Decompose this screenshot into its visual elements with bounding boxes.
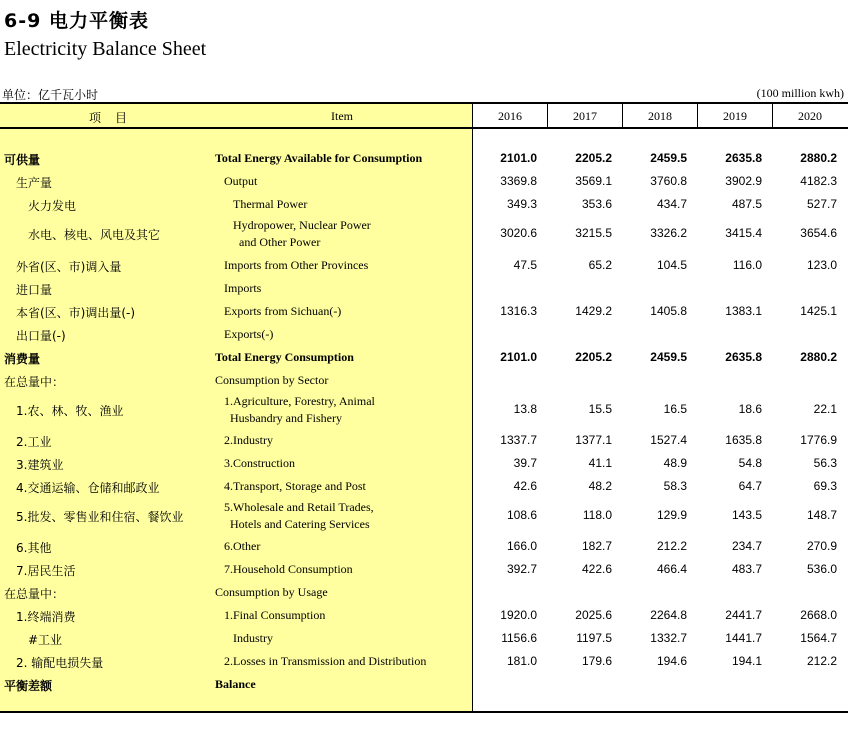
cell-value: 123.0 (806, 258, 837, 272)
cell-value: 483.7 (731, 562, 762, 576)
cell-value: 15.5 (588, 402, 612, 416)
cell-value: 212.2 (806, 654, 837, 668)
cell-value: 13.8 (513, 402, 537, 416)
row-label-en (224, 393, 375, 427)
row-label-en-line: Exports(-) (224, 327, 274, 341)
cell-value: 487.5 (731, 197, 762, 211)
row-label-cn: 出口量(-) (16, 329, 66, 343)
row-label-en-line: Imports (224, 281, 262, 295)
row-label-cn: 水电、核电、风电及其它 (28, 228, 161, 242)
cell-value: 179.6 (581, 654, 612, 668)
cell-value: 39.7 (513, 456, 537, 470)
row-label-en (215, 349, 354, 366)
row-label-en (215, 150, 422, 167)
row-label-cn: 生产量 (16, 176, 53, 190)
unit-label-en: (100 million kwh) (756, 86, 844, 100)
row-label-cn: 1.终端消费 (16, 610, 76, 624)
row-label-cn: 2. 输配电损失量 (16, 656, 104, 670)
header-item-en: Item (331, 109, 353, 123)
cell-value: 234.7 (731, 539, 762, 553)
cell-value: 2459.5 (650, 151, 687, 165)
row-label-en-line: 1.Final Consumption (224, 608, 326, 622)
cell-value: 353.6 (581, 197, 612, 211)
cell-value: 1156.6 (501, 631, 537, 645)
cell-value: 3902.9 (725, 174, 762, 188)
page-title-cn: 6-9 电力平衡表 (4, 10, 149, 32)
row-label-cn: 7.居民生活 (16, 564, 76, 578)
cell-value: 48.2 (588, 479, 612, 493)
row-label-cn: 火力发电 (28, 199, 77, 213)
table-header-rule (0, 127, 848, 129)
row-label-en-line: Imports from Other Provinces (224, 258, 369, 272)
cell-value: 1337.7 (500, 433, 537, 447)
row-label-en (224, 173, 257, 190)
cell-value: 1527.4 (650, 433, 687, 447)
unit-label-cn: 单位：亿千瓦小时 (2, 88, 99, 102)
cell-value: 143.5 (731, 508, 762, 522)
cell-value: 65.2 (588, 258, 612, 272)
row-label-cn: 5.批发、零售业和住宿、餐饮业 (16, 510, 184, 524)
cell-value: 2205.2 (575, 151, 612, 165)
cell-value: 129.9 (656, 508, 687, 522)
row-label-en-line: Consumption by Usage (215, 585, 328, 599)
cell-value: 181.0 (506, 654, 537, 668)
cell-value: 1429.2 (575, 304, 612, 318)
row-label-en-line: 4.Transport, Storage and Post (224, 479, 366, 493)
row-label-en (233, 630, 273, 647)
row-label-en-line: 5.Wholesale and Retail Trades, (224, 500, 374, 514)
row-label-en-line: 6.Other (224, 539, 261, 553)
row-label-cn: 外省(区、市)调入量 (16, 260, 122, 274)
cell-value: 2205.2 (575, 350, 612, 364)
cell-value: 48.9 (663, 456, 687, 470)
row-label-cn: 可供量 (4, 153, 41, 167)
cell-value: 194.6 (656, 654, 687, 668)
row-label-en-line: 7.Household Consumption (224, 562, 353, 576)
cell-value: 194.1 (731, 654, 762, 668)
row-label-en (224, 538, 260, 555)
header-year: 2020 (798, 109, 822, 123)
header-year: 2016 (498, 109, 522, 123)
cell-value: 2635.8 (725, 151, 762, 165)
row-label-en (224, 607, 325, 624)
cell-value: 104.5 (656, 258, 687, 272)
cell-value: 1377.1 (575, 433, 612, 447)
row-label-en (224, 257, 368, 274)
row-label-en-line: Exports from Sichuan(-) (224, 304, 342, 318)
row-label-en-line: Total Energy Consumption (215, 350, 354, 364)
row-label-cn: 在总量中： (4, 375, 65, 389)
cell-value: 41.1 (588, 456, 612, 470)
cell-value: 116.0 (732, 258, 762, 272)
cell-value: 3369.8 (500, 174, 537, 188)
row-label-en (224, 432, 273, 449)
row-label-en-line: 3.Construction (224, 456, 295, 470)
cell-value: 118.0 (582, 508, 612, 522)
row-label-en (224, 561, 353, 578)
cell-value: 349.3 (506, 197, 537, 211)
row-label-en-line: and Other Power (239, 235, 321, 249)
cell-value: 58.3 (663, 479, 687, 493)
cell-value: 2635.8 (725, 350, 762, 364)
row-label-en-line: Balance (215, 677, 256, 691)
cell-value: 3415.4 (725, 226, 762, 240)
cell-value: 182.7 (581, 539, 612, 553)
row-label-cn: 在总量中： (4, 587, 65, 601)
cell-value: 18.6 (738, 402, 762, 416)
row-label-en-line: Hotels and Catering Services (230, 517, 370, 531)
cell-value: 422.6 (581, 562, 612, 576)
cell-value: 3569.1 (575, 174, 612, 188)
row-label-en (224, 478, 366, 495)
cell-value: 536.0 (806, 562, 837, 576)
table-top-rule (0, 102, 848, 104)
cell-value: 270.9 (806, 539, 837, 553)
row-label-cn: 3.建筑业 (16, 458, 64, 472)
cell-value: 54.8 (738, 456, 762, 470)
row-label-cn: 进口量 (16, 283, 53, 297)
row-label-cn: 4.交通运输、仓储和邮政业 (16, 481, 160, 495)
cell-value: 434.7 (656, 197, 687, 211)
cell-value: 2880.2 (800, 151, 837, 165)
cell-value: 148.7 (806, 508, 837, 522)
cell-value: 108.6 (506, 508, 537, 522)
cell-value: 2101.0 (500, 151, 537, 165)
row-label-cn: 2.工业 (16, 435, 52, 449)
cell-value: 56.3 (813, 456, 837, 470)
cell-value: 2459.5 (650, 350, 687, 364)
cell-value: 1920.0 (500, 608, 537, 622)
row-label-en (224, 303, 341, 320)
cell-value: 47.5 (513, 258, 537, 272)
cell-value: 212.2 (656, 539, 687, 553)
row-label-en-line: Husbandry and Fishery (230, 411, 342, 425)
row-label-en (215, 584, 328, 601)
cell-value: 42.6 (513, 479, 537, 493)
row-label-en-line: 1.Agriculture, Forestry, Animal (224, 394, 375, 408)
row-label-cn: 本省(区、市)调出量(-) (16, 306, 136, 320)
row-label-en (224, 653, 426, 670)
cell-value: 2101.0 (500, 350, 537, 364)
cell-value: 22.1 (813, 402, 837, 416)
cell-value: 1635.8 (725, 433, 762, 447)
cell-value: 1332.7 (650, 631, 687, 645)
row-label-en (233, 196, 307, 213)
cell-value: 3020.6 (500, 226, 537, 240)
row-label-en (215, 676, 256, 693)
header-year: 2017 (573, 109, 597, 123)
cell-value: 1316.3 (500, 304, 537, 318)
row-label-en-line: Industry (233, 631, 273, 645)
cell-value: 3215.5 (575, 226, 612, 240)
row-label-en-line: 2.Industry (224, 433, 273, 447)
cell-value: 64.7 (738, 479, 762, 493)
cell-value: 1383.1 (725, 304, 762, 318)
row-label-en (215, 372, 328, 389)
row-label-cn: 1.农、林、牧、渔业 (16, 404, 124, 418)
cell-value: 2441.7 (725, 608, 762, 622)
row-label-en-line: Thermal Power (233, 197, 308, 211)
row-label-en-line: Consumption by Sector (215, 373, 329, 387)
row-label-en (224, 280, 261, 297)
row-label-en-line: 2.Losses in Transmission and Distribution (224, 654, 427, 668)
row-label-cn: 消费量 (4, 352, 41, 366)
cell-value: 2880.2 (800, 350, 837, 364)
cell-value: 3760.8 (650, 174, 687, 188)
cell-value: 2668.0 (800, 608, 837, 622)
row-label-en-line: Total Energy Available for Consumption (215, 151, 423, 165)
cell-value: 2025.6 (575, 608, 612, 622)
cell-value: 3326.2 (650, 226, 687, 240)
cell-value: 16.5 (663, 402, 687, 416)
cell-value: 1405.8 (650, 304, 687, 318)
cell-value: 466.4 (656, 562, 687, 576)
row-label-en-line: Output (224, 174, 258, 188)
cell-value: 392.7 (506, 562, 537, 576)
row-label-en (233, 217, 371, 251)
cell-value: 166.0 (506, 539, 537, 553)
row-label-cn: 平衡差额 (4, 679, 53, 693)
header-year: 2019 (723, 109, 747, 123)
cell-value: 1197.5 (576, 631, 612, 645)
row-label-en (224, 499, 374, 533)
row-label-cn: #工业 (28, 633, 63, 647)
header-year: 2018 (648, 109, 672, 123)
cell-value: 1441.7 (725, 631, 762, 645)
page-title-en: Electricity Balance Sheet (4, 38, 207, 60)
cell-value: 1425.1 (800, 304, 837, 318)
table-bottom-rule (0, 711, 848, 713)
cell-value: 69.3 (813, 479, 837, 493)
cell-value: 4182.3 (800, 174, 837, 188)
row-label-en-line: Hydropower, Nuclear Power (233, 218, 371, 232)
cell-value: 1564.7 (800, 631, 837, 645)
row-label-en (224, 455, 295, 472)
row-label-cn: 6.其他 (16, 541, 52, 555)
header-item-cn: 项目 (88, 111, 141, 125)
cell-value: 3654.6 (800, 226, 837, 240)
cell-value: 2264.8 (650, 608, 687, 622)
row-label-en (224, 326, 273, 343)
cell-value: 527.7 (806, 197, 837, 211)
cell-value: 1776.9 (800, 433, 837, 447)
